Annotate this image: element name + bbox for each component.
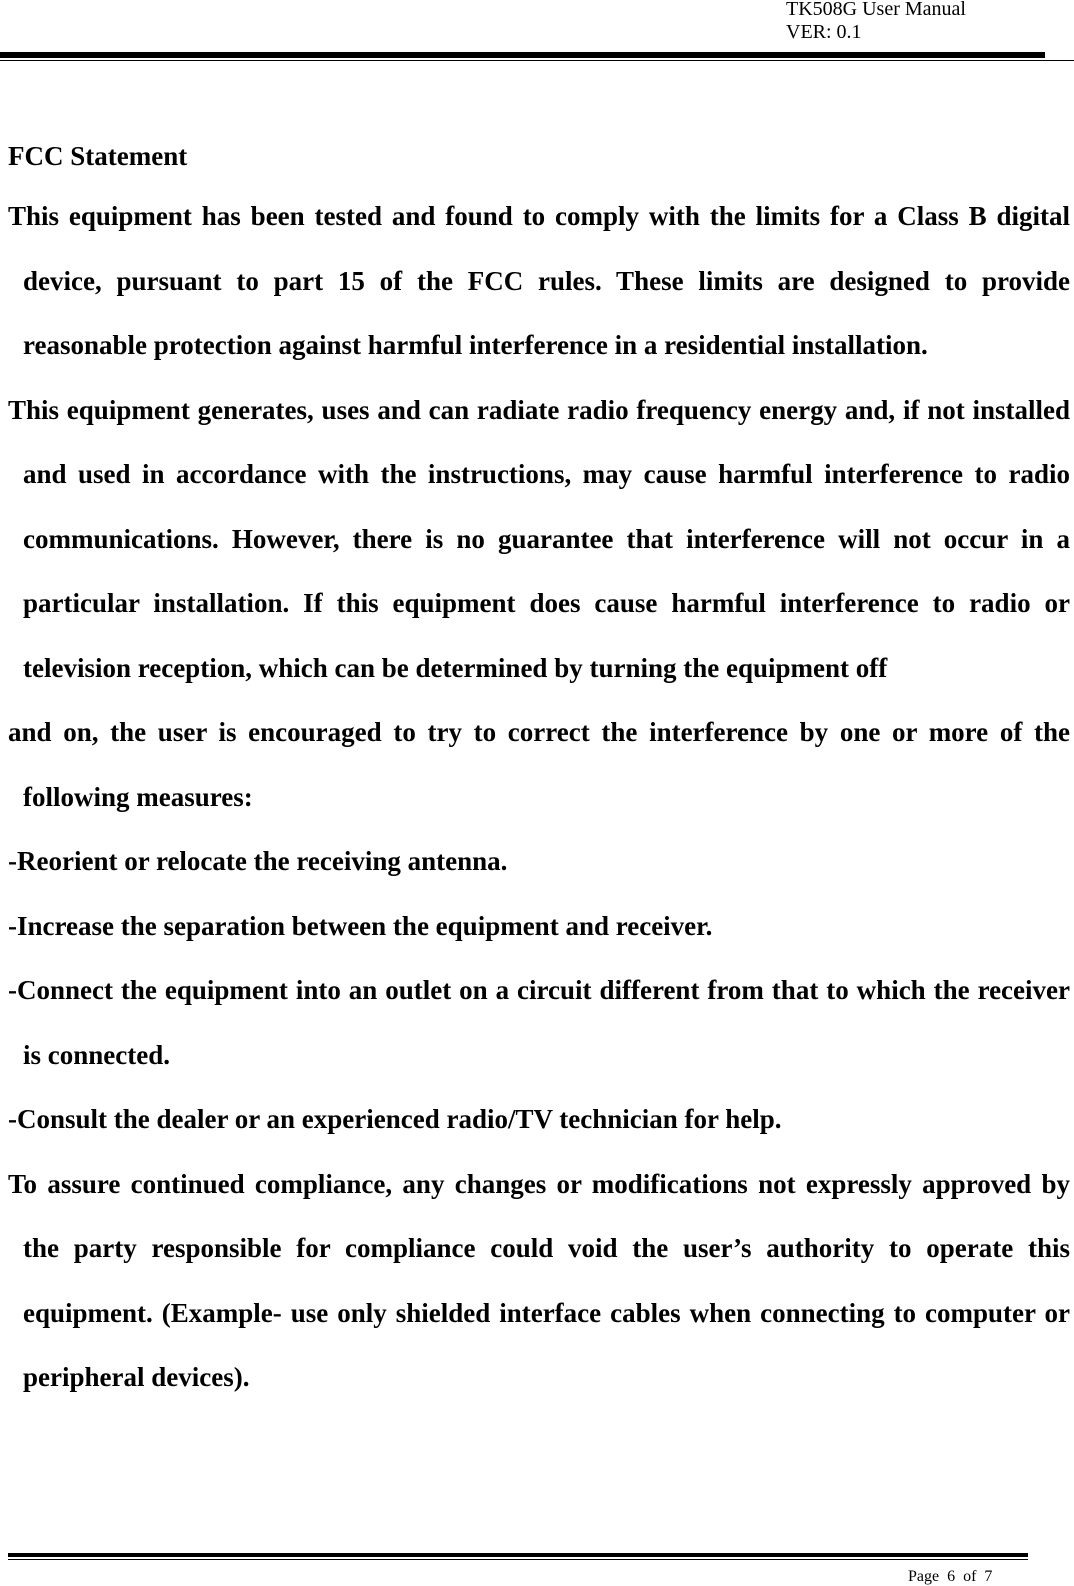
page-body [8, 128, 1070, 1410]
paragraph-measures-intro: and on, the user is encouraged to try to correct the interference by one or more of the following measures: [8, 717, 1070, 812]
paragraph-interference: This equipment generates, uses and can radiate radio frequency energy and, if not installed and used in accordance with the instructions, may cause harmful interference to radio communications. However, there is no guarantee that interference will not occur in a particular installation. If this equipment does cause harmful interference to radio or television reception, which can be determined by turning the equipment off [8, 394, 1070, 683]
footer-divider-thick [8, 1553, 1028, 1557]
measure-item: -Consult the dealer or an experienced radio/TV technician for help. [8, 1104, 782, 1134]
paragraph-closing: To assure continued compliance, any changes or modifications not expressly approved by the party responsible for compliance could void the user’s authority to operate this equipment. (Example- use only shielded interface cables when connecting to computer or peripheral devices). [8, 1168, 1070, 1392]
page-number: Page 6 of 7 [908, 1568, 993, 1585]
manual-title: TK508G User Manual [786, 0, 966, 20]
measure-item: -Connect the equipment into an outlet on a circuit different from that to which the receiver is connected. [8, 975, 1070, 1070]
document-header [786, 0, 966, 44]
version-label: VER: 0.1 [786, 21, 862, 43]
header-divider-thin [0, 60, 1074, 61]
measure-item: -Increase the separation between the equipment and receiver. [8, 910, 713, 941]
section-heading: FCC Statement [8, 141, 188, 171]
measure-item: -Reorient or relocate the receiving antenna. [8, 846, 508, 876]
header-divider-thick [0, 52, 1045, 58]
footer-divider-thin [8, 1559, 1028, 1560]
paragraph-compliance: This equipment has been tested and found to comply with the limits for a Class B digital device, pursuant to part 15 of the FCC rules. These limits are designed to provide reasonable protection against harmful interference in a residential installation. [8, 201, 1070, 360]
